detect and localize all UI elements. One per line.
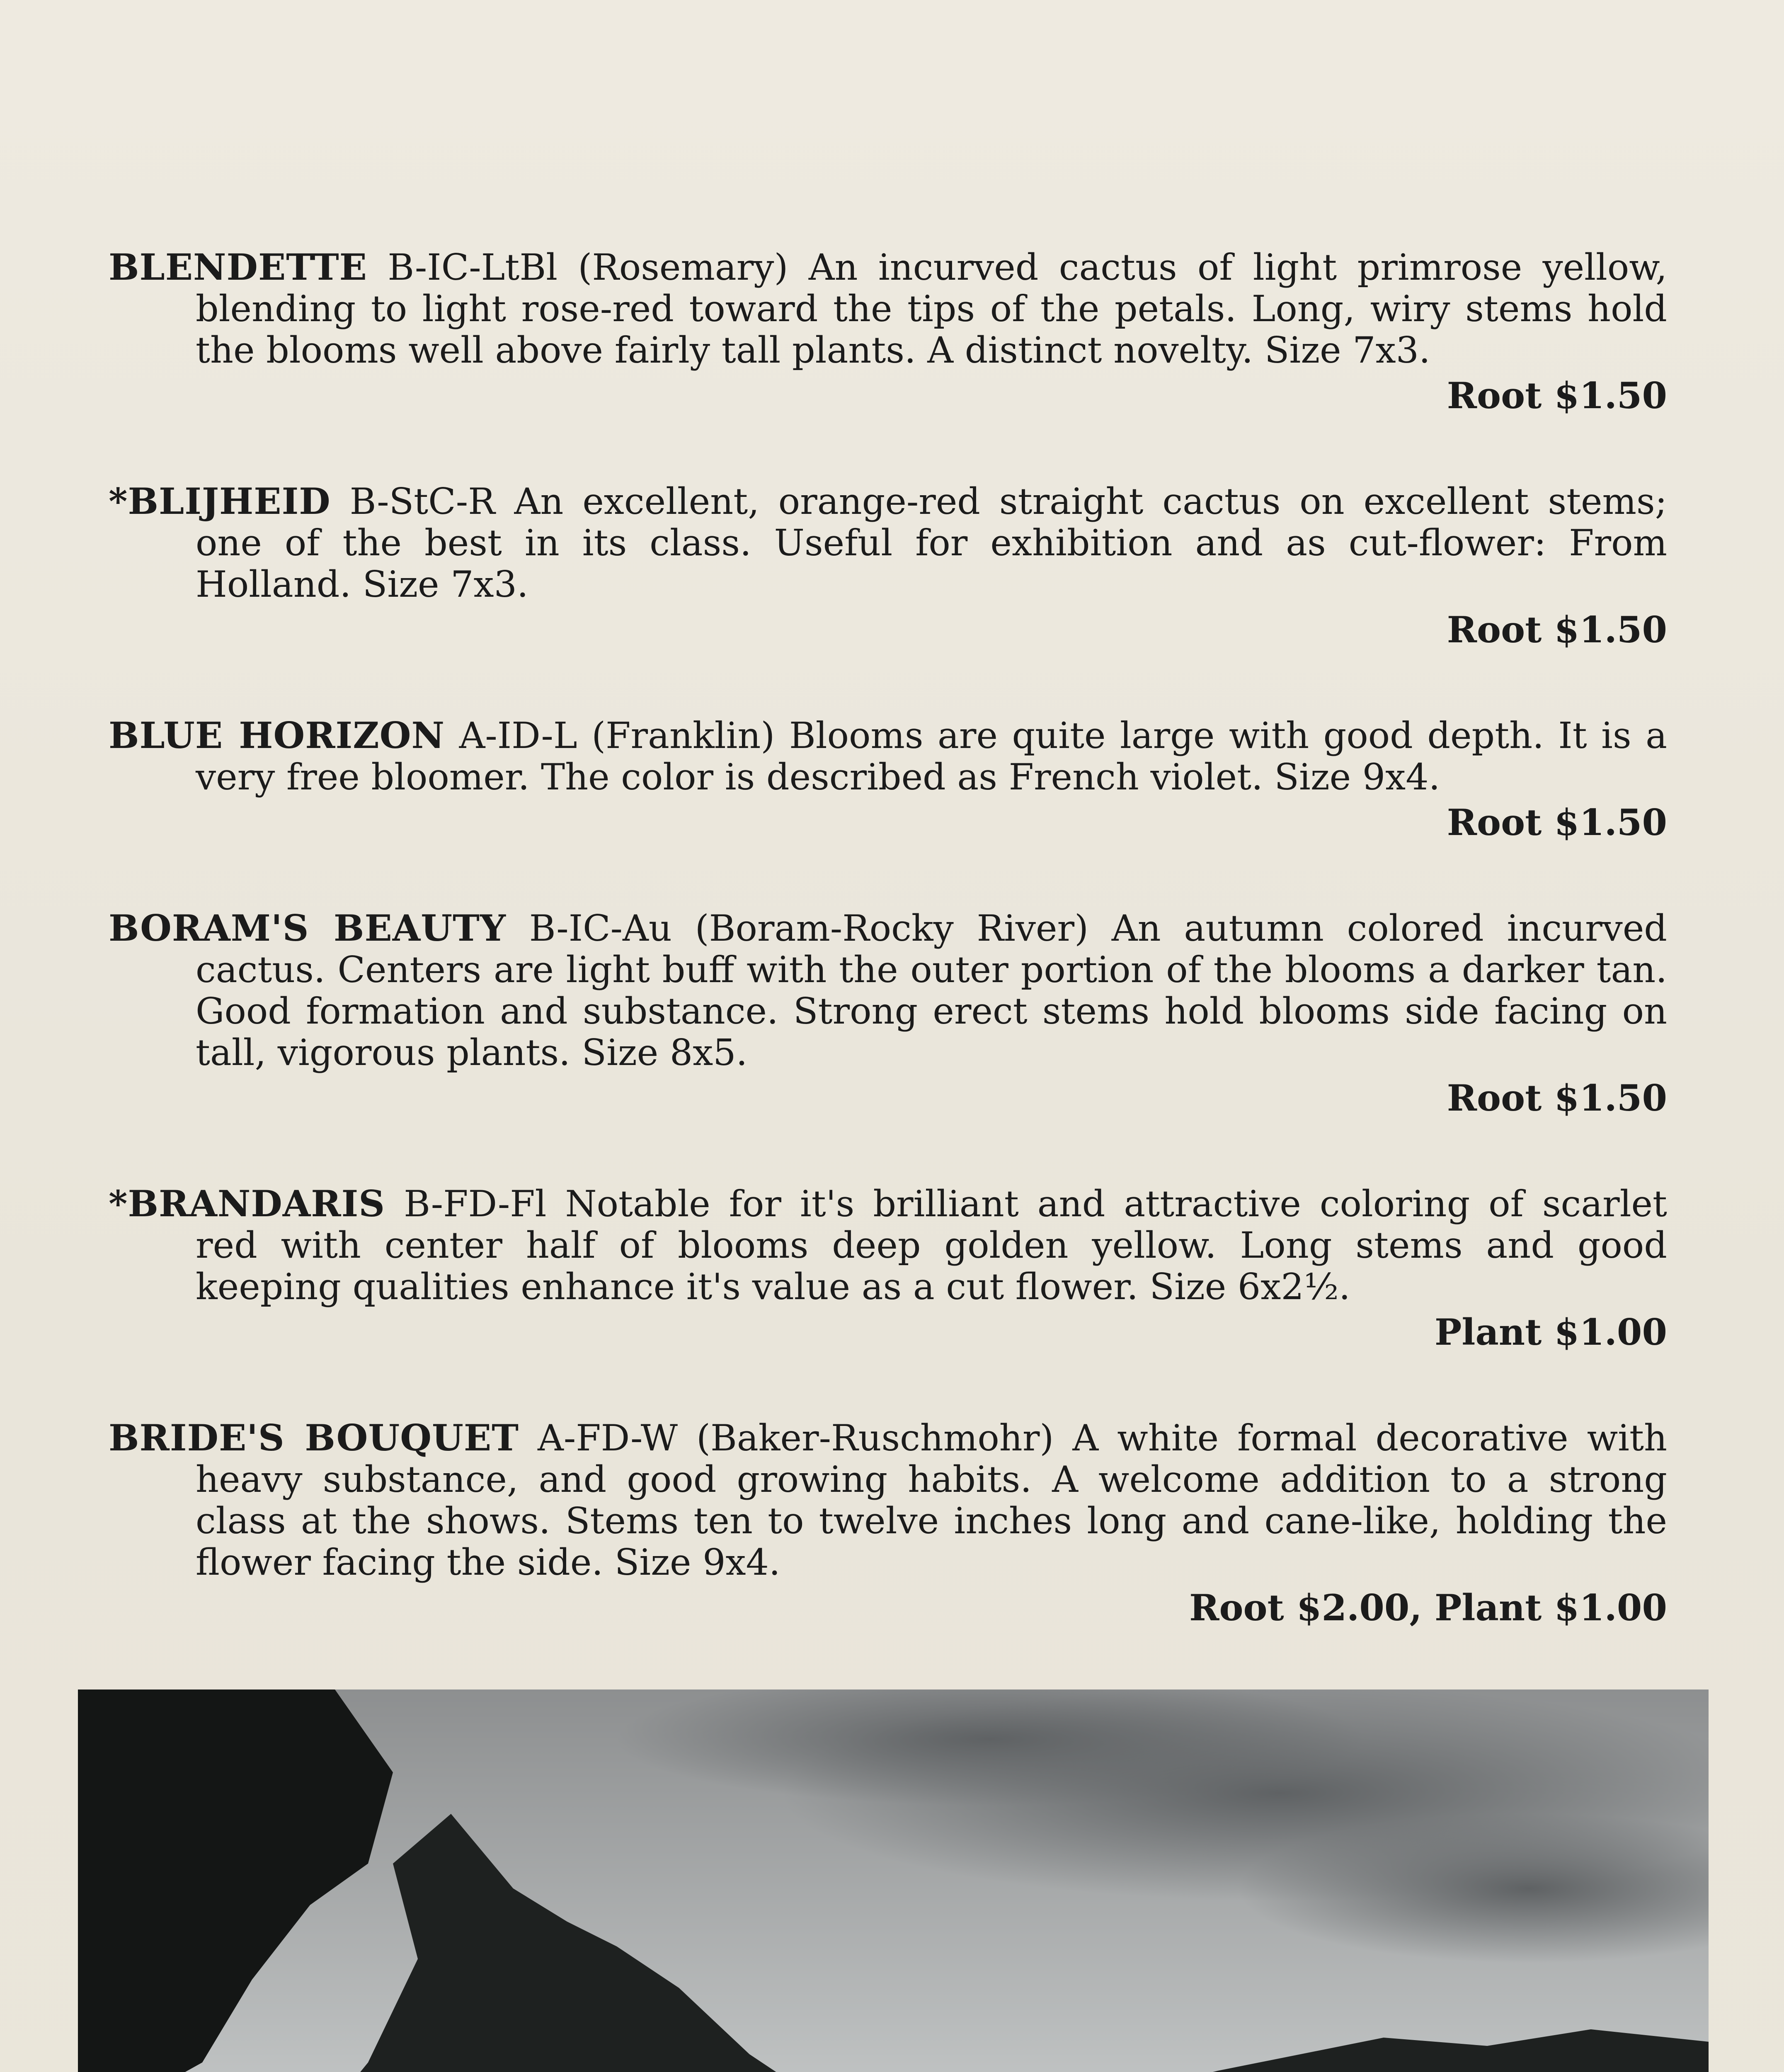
entry-description [109,1417,1667,1583]
entry-blendette [109,247,1667,416]
entry-price: Root $1.50 [1447,1077,1667,1119]
entry-text: A-ID-L (Franklin) Blooms are quite large with good depth. It is a very free bloomer. The color is described as French violet. Size 9x4. [196,714,1668,798]
entry-description [109,247,1667,371]
entry-description [109,1183,1667,1307]
dahlia-entries [109,247,1667,1693]
entry-text: B-FD-Fl Notable for it's brilliant and attractive coloring of scarlet red with center half of blooms deep golden yellow. Long stems and good keeping qualities enhance it's value as a cut flower. Size 6x2½. [196,1183,1667,1308]
entry-price: Root $2.00, Plant $1.00 [1189,1586,1667,1629]
entry-name: BLUE HORIZON [109,714,445,757]
entry-text: B-IC-LtBl (Rosemary) An incurved cactus of light primrose yellow, blending to light rose-red toward the tips of the petals. Long, wiry stems hold the blooms well above fairly tall plants. A distinct novelty. Size 7x3. [196,246,1667,371]
entry-brides-bouquet [109,1417,1667,1629]
entry-description [109,908,1667,1073]
entry-price: Root $1.50 [1447,374,1667,417]
entry-description [109,715,1667,798]
entry-text: B-StC-R An excellent, orange-red straight cactus on excellent stems; one of the best in its class. Useful for exhibition and as cut-flower: From Holland. Size 7x3. [196,480,1667,605]
entry-name: *BRANDARIS [109,1182,385,1225]
entry-brandaris [109,1183,1667,1353]
entry-blijheid [109,481,1667,651]
entry-name: BRIDE'S BOUQUET [109,1416,519,1459]
entry-name: *BLIJHEID [109,480,331,523]
entry-blue-horizon [109,715,1667,843]
entry-name: BORAM'S BEAUTY [109,907,506,949]
entry-price: Plant $1.00 [1435,1311,1667,1353]
field-photo [78,1690,1709,2072]
entry-text: B-IC-Au (Boram-Rocky River) An autumn colored incurved cactus. Centers are light buff with the outer portion of the blooms a darker tan. Good formation and substance. Strong erect stems hold blooms side facing on tall, vigorous plants. Size 8x5. [196,907,1667,1074]
entry-name: BLENDETTE [109,246,367,288]
entry-text: A-FD-W (Baker-Ruschmohr) A white formal decorative with heavy substance, and good growing habits. A welcome addition to a strong class at the shows. Stems ten to twelve inches long and cane-like, holding the flower facing the side. Size 9x4. [196,1417,1667,1583]
field-photo-illustration [78,1690,1709,2072]
entry-price: Root $1.50 [1447,801,1667,844]
entry-borams-beauty [109,908,1667,1119]
entry-description [109,481,1667,605]
entry-price: Root $1.50 [1447,608,1667,651]
